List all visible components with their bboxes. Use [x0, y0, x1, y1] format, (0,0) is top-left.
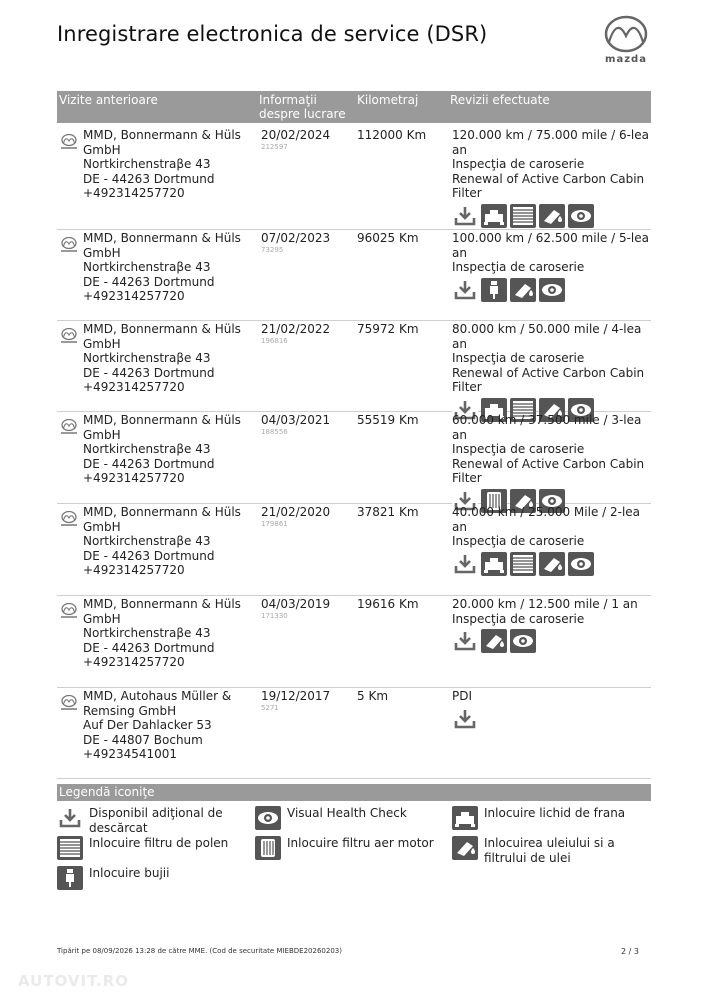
- dealer-line: Nortkirchenstraβe 43: [83, 157, 211, 171]
- visual-check-icon: [510, 629, 536, 653]
- legend-label: Inlocuire bujii: [89, 866, 170, 880]
- brake-fluid-icon: [452, 806, 478, 830]
- mileage: 112000 Km: [357, 128, 427, 142]
- revisions: [452, 128, 651, 228]
- revision-item: Inspecţia de caroserie: [452, 157, 585, 171]
- service-date: 04/03/2019: [261, 597, 331, 611]
- oil-filter-icon: [510, 278, 536, 302]
- table-row: [57, 595, 651, 688]
- download-icon: [57, 806, 83, 830]
- col-info: Informaţii despre lucrare: [259, 93, 346, 121]
- dealer-info: [83, 231, 259, 304]
- dealer-logo-icon: [59, 603, 79, 620]
- mazda-logo: [596, 14, 656, 70]
- service-icons: [452, 204, 651, 228]
- oil-filter-icon: [452, 836, 478, 860]
- service-date: 04/03/2021: [261, 413, 331, 427]
- dealer-logo-icon: [59, 419, 79, 436]
- download-icon: [452, 278, 478, 302]
- legend-header: [57, 784, 651, 801]
- dealer-logo-icon: [59, 237, 79, 254]
- revision-item: Inspecţia de caroserie: [452, 534, 585, 548]
- legend-label: Inlocuire lichid de frana: [484, 806, 626, 820]
- print-info: Tipărit pe 08/09/2026 13:28 de către MME. (Cod de securitate MIEBDE20260203): [57, 947, 342, 955]
- table-header: [57, 91, 651, 123]
- dealer-line: +492314257720: [83, 380, 185, 394]
- revision-item: Renewal of Active Carbon Cabin Filter: [452, 171, 645, 200]
- revisions: [452, 505, 651, 576]
- dealer-info: [83, 413, 259, 486]
- revision-item: Inspecţia de caroserie: [452, 611, 585, 626]
- legend-label: Inlocuirea uleiului si a filtrului de ulei: [484, 836, 615, 865]
- dealer-line: GmbH: [83, 245, 121, 260]
- download-icon: [452, 552, 478, 576]
- page-title: Inregistrare electronica de service (DSR): [57, 22, 488, 46]
- dealer-line: +49234541001: [83, 747, 178, 761]
- dealer-info: [83, 505, 259, 578]
- legend-title: Legendă iconiţe: [59, 785, 155, 799]
- dealer-line: +492314257720: [83, 655, 185, 669]
- mileage: 19616 Km: [357, 597, 419, 611]
- legend-label: Visual Health Check: [287, 806, 407, 820]
- service-ref: 171330: [261, 612, 288, 620]
- pollen-filter-icon: [57, 836, 83, 860]
- revisions: [452, 322, 651, 422]
- dealer-line: DE - 44263 Dortmund: [83, 171, 215, 186]
- spark-plug-icon: [57, 866, 83, 890]
- legend-label: Inlocuire filtru aer motor: [287, 836, 434, 850]
- col-revisions: Revizii efectuate: [450, 93, 550, 107]
- dealer-info: [83, 689, 259, 762]
- legend-label: Disponibil adiţional de descărcat: [89, 806, 223, 835]
- service-date: 21/02/2020: [261, 505, 331, 519]
- revision-item: Inspecţia de caroserie: [452, 260, 585, 274]
- service-ref: 5271: [261, 704, 279, 712]
- dealer-line: DE - 44807 Bochum: [83, 732, 203, 747]
- dealer-line: DE - 44263 Dortmund: [83, 548, 215, 563]
- revision-item: 40.000 km / 25.000 Mile / 2-lea an: [452, 505, 641, 534]
- dealer-line: Auf Der Dahlacker 53: [83, 718, 212, 732]
- dealer-line: Nortkirchenstraβe 43: [83, 534, 211, 548]
- oil-filter-icon: [539, 552, 565, 576]
- service-ref: 179861: [261, 520, 288, 528]
- service-icons: [452, 707, 651, 731]
- revisions: [452, 231, 651, 302]
- oil-filter-icon: [539, 204, 565, 228]
- revision-item: Renewal of Active Carbon Cabin Filter: [452, 456, 645, 485]
- revisions: [452, 597, 651, 653]
- table-row: [57, 229, 651, 321]
- mileage: 96025 Km: [357, 231, 419, 245]
- dealer-line: +492314257720: [83, 186, 185, 200]
- revision-item: Inspecţia de caroserie: [452, 442, 585, 456]
- table-row: [57, 320, 651, 412]
- dealer-logo-icon: [59, 134, 79, 151]
- dealer-line: MMD, Bonnermann & Hüls: [83, 128, 241, 142]
- service-ref: 196816: [261, 337, 288, 345]
- revisions: [452, 689, 651, 731]
- dealer-line: GmbH: [83, 142, 121, 157]
- visual-check-icon: [568, 552, 594, 576]
- visual-check-icon: [539, 278, 565, 302]
- dealer-line: Nortkirchenstraβe 43: [83, 351, 211, 365]
- dealer-line: Nortkirchenstraβe 43: [83, 260, 211, 274]
- revision-item: Inspecţia de caroserie: [452, 351, 585, 365]
- mileage: 5 Km: [357, 689, 389, 703]
- table-row: [57, 126, 651, 230]
- dealer-line: DE - 44263 Dortmund: [83, 365, 215, 380]
- col-visits: Vizite anterioare: [59, 93, 158, 107]
- table-row: [57, 687, 651, 779]
- table-row: [57, 503, 651, 596]
- spark-plug-icon: [481, 278, 507, 302]
- dealer-line: +492314257720: [83, 471, 185, 485]
- dealer-line: Remsing GmbH: [83, 703, 177, 718]
- dealer-info: [83, 128, 259, 201]
- oil-filter-icon: [481, 629, 507, 653]
- air-filter-icon: [255, 836, 281, 860]
- brake-fluid-icon: [481, 204, 507, 228]
- dealer-line: DE - 44263 Dortmund: [83, 274, 215, 289]
- dealer-line: Nortkirchenstraβe 43: [83, 442, 211, 456]
- dealer-line: DE - 44263 Dortmund: [83, 640, 215, 655]
- dealer-logo-icon: [59, 695, 79, 712]
- col-km: Kilometraj: [357, 93, 419, 107]
- dealer-line: MMD, Bonnermann & Hüls: [83, 505, 241, 519]
- dealer-line: DE - 44263 Dortmund: [83, 456, 215, 471]
- dealer-info: [83, 322, 259, 395]
- dealer-line: GmbH: [83, 336, 121, 351]
- dealer-line: MMD, Autohaus Müller &: [83, 689, 232, 703]
- mileage: 55519 Km: [357, 413, 419, 427]
- revision-item: 100.000 km / 62.500 mile / 5-lea an: [452, 231, 649, 260]
- revision-item: 80.000 km / 50.000 mile / 4-lea an: [452, 322, 642, 351]
- dealer-line: MMD, Bonnermann & Hüls: [83, 231, 241, 245]
- service-ref: 212597: [261, 143, 288, 151]
- revision-item: 20.000 km / 12.500 mile / 1 an: [452, 597, 638, 611]
- pollen-filter-icon: [510, 204, 536, 228]
- service-icons: [452, 629, 651, 653]
- brake-fluid-icon: [481, 552, 507, 576]
- dealer-line: MMD, Bonnermann & Hüls: [83, 413, 241, 427]
- pollen-filter-icon: [510, 552, 536, 576]
- service-icons: [452, 552, 651, 576]
- mileage: 75972 Km: [357, 322, 419, 336]
- dealer-logo-icon: [59, 511, 79, 528]
- revision-item: PDI: [452, 689, 473, 703]
- service-ref: 73295: [261, 246, 284, 254]
- service-icons: [452, 278, 651, 302]
- revisions: [452, 413, 651, 513]
- dealer-logo-icon: [59, 328, 79, 345]
- service-date: 21/02/2022: [261, 322, 331, 336]
- legend-label: Inlocuire filtru de polen: [89, 836, 229, 850]
- visual-check-icon: [568, 204, 594, 228]
- dealer-line: GmbH: [83, 427, 121, 442]
- dealer-line: +492314257720: [83, 563, 185, 577]
- revision-item: 60.000 km / 37.500 mile / 3-lea an: [452, 413, 642, 442]
- dealer-line: GmbH: [83, 519, 121, 534]
- table-row: [57, 411, 651, 504]
- watermark: AUTOVIT.RO: [18, 972, 130, 990]
- dealer-line: Nortkirchenstraβe 43: [83, 626, 211, 640]
- service-date: 07/02/2023: [261, 231, 331, 245]
- visual-check-icon: [255, 806, 281, 830]
- service-date: 20/02/2024: [261, 128, 331, 142]
- page-number: 2 / 3: [621, 947, 639, 956]
- dealer-info: [83, 597, 259, 670]
- revision-item: 120.000 km / 75.000 mile / 6-lea an: [452, 128, 649, 157]
- dealer-line: MMD, Bonnermann & Hüls: [83, 597, 241, 611]
- dealer-line: MMD, Bonnermann & Hüls: [83, 322, 241, 336]
- dealer-line: +492314257720: [83, 289, 185, 303]
- dealer-line: GmbH: [83, 611, 121, 626]
- mileage: 37821 Km: [357, 505, 419, 519]
- download-icon: [452, 707, 478, 731]
- brand-wordmark: mazda: [605, 54, 647, 65]
- service-date: 19/12/2017: [261, 689, 331, 703]
- download-icon: [452, 204, 478, 228]
- service-ref: 188556: [261, 428, 288, 436]
- download-icon: [452, 629, 478, 653]
- revision-item: Renewal of Active Carbon Cabin Filter: [452, 365, 645, 394]
